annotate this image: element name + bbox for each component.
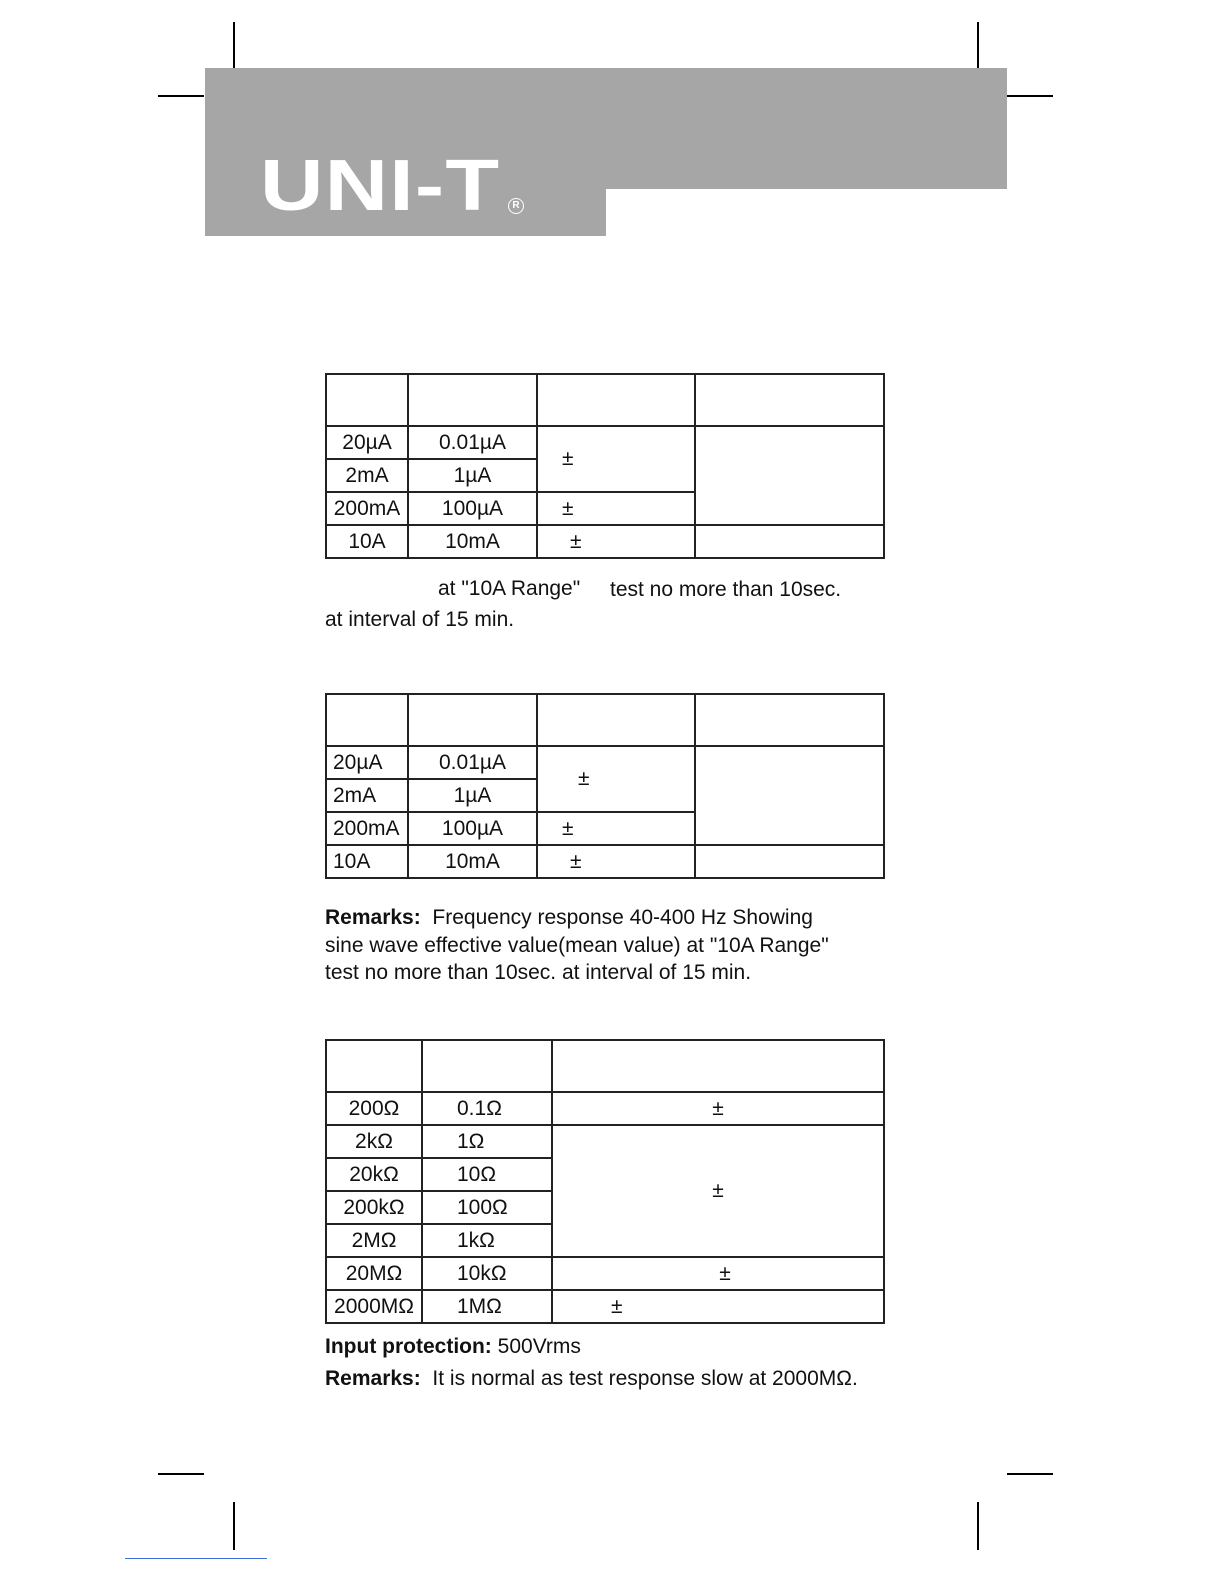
accuracy-cell: ± xyxy=(552,1092,884,1125)
header-cell xyxy=(552,1040,884,1092)
resolution-cell: 1Ω xyxy=(422,1125,552,1158)
accuracy-cell: ± xyxy=(552,1125,884,1257)
ac-current-table xyxy=(325,693,885,879)
crop-mark xyxy=(1007,1473,1053,1475)
range-cell: 2mA xyxy=(326,779,408,812)
ac-remarks-line1 xyxy=(325,904,813,932)
table-row xyxy=(326,426,884,459)
ac-remarks-line2: sine wave effective value(mean value) at "10A Range" xyxy=(325,934,829,957)
resolution-cell: 1kΩ xyxy=(422,1224,552,1257)
dc-note-line2: at interval of 15 min. xyxy=(325,608,515,631)
range-cell: 20µA xyxy=(326,426,408,459)
accuracy-cell: ± xyxy=(537,492,695,525)
header-cell xyxy=(695,694,884,746)
crop-mark xyxy=(233,22,235,70)
accuracy-cell: ± xyxy=(537,746,695,812)
resolution-cell: 1µA xyxy=(408,779,537,812)
resolution-cell: 10mA xyxy=(408,525,537,558)
crop-mark xyxy=(233,1502,235,1550)
accuracy-cell: ± xyxy=(537,812,695,845)
table-row xyxy=(326,525,884,558)
table-header-row xyxy=(326,694,884,746)
header-cell xyxy=(326,374,408,426)
dc-note-line1a: at "10A Range" xyxy=(438,577,581,600)
accuracy-cell: ± xyxy=(552,1257,884,1290)
crop-mark xyxy=(977,1502,979,1550)
resolution-cell: 10kΩ xyxy=(422,1257,552,1290)
range-cell: 10A xyxy=(326,845,408,878)
table-row xyxy=(326,845,884,878)
range-cell: 2kΩ xyxy=(326,1125,422,1158)
crop-mark xyxy=(158,1473,204,1475)
crop-mark xyxy=(977,22,979,70)
input-protection-line xyxy=(325,1333,581,1361)
input-protection-label: Input protection: xyxy=(325,1335,492,1358)
range-cell: 20µA xyxy=(326,746,408,779)
crop-mark xyxy=(158,95,204,97)
range-cell: 2MΩ xyxy=(326,1224,422,1257)
accuracy-cell: ± xyxy=(552,1290,884,1323)
remarks-label: Remarks: xyxy=(325,1367,421,1390)
header-cell xyxy=(326,694,408,746)
header-cell xyxy=(695,374,884,426)
note-cell xyxy=(695,426,884,525)
resolution-cell: 100Ω xyxy=(422,1191,552,1224)
resistance-table xyxy=(325,1039,885,1324)
range-cell: 2mA xyxy=(326,459,408,492)
remarks-text: It is normal as test response slow at 2000MΩ. xyxy=(432,1367,858,1390)
crop-mark xyxy=(1007,95,1053,97)
accuracy-cell: ± xyxy=(537,845,695,878)
header-cell xyxy=(326,1040,422,1092)
note-cell xyxy=(695,746,884,845)
resolution-cell: 100µA xyxy=(408,492,537,525)
table-row xyxy=(326,1125,884,1158)
header-cell xyxy=(422,1040,552,1092)
resolution-cell: 0.1Ω xyxy=(422,1092,552,1125)
resolution-cell: 10Ω xyxy=(422,1158,552,1191)
range-cell: 10A xyxy=(326,525,408,558)
res-remarks-line xyxy=(325,1365,858,1393)
range-cell: 2000MΩ xyxy=(326,1290,422,1323)
header-cell xyxy=(537,694,695,746)
footer-rule xyxy=(125,1558,267,1559)
table-header-row xyxy=(326,1040,884,1092)
range-cell: 20MΩ xyxy=(326,1257,422,1290)
table-header-row xyxy=(326,374,884,426)
table-row xyxy=(326,746,884,779)
table-row xyxy=(326,1290,884,1323)
range-cell: 200Ω xyxy=(326,1092,422,1125)
registered-mark-icon: R xyxy=(508,198,524,214)
range-cell: 200kΩ xyxy=(326,1191,422,1224)
accuracy-cell: ± xyxy=(537,426,695,492)
dc-note-line1b: test no more than 10sec. xyxy=(610,578,842,601)
accuracy-cell: ± xyxy=(537,525,695,558)
input-protection-value: 500Vrms xyxy=(497,1335,581,1358)
resolution-cell: 0.01µA xyxy=(408,746,537,779)
header-cell xyxy=(408,374,537,426)
resolution-cell: 1µA xyxy=(408,459,537,492)
dc-current-table xyxy=(325,373,885,559)
note-cell xyxy=(695,525,884,558)
table-row xyxy=(326,1092,884,1125)
resolution-cell: 1MΩ xyxy=(422,1290,552,1323)
note-cell xyxy=(695,845,884,878)
header-cell xyxy=(537,374,695,426)
range-cell: 20kΩ xyxy=(326,1158,422,1191)
resolution-cell: 10mA xyxy=(408,845,537,878)
range-cell: 200mA xyxy=(326,812,408,845)
resolution-cell: 0.01µA xyxy=(408,426,537,459)
table-row xyxy=(326,1257,884,1290)
header-cell xyxy=(408,694,537,746)
brand-logo: UNI-T xyxy=(260,146,501,226)
ac-remarks-line3: test no more than 10sec. at interval of 15 min. xyxy=(325,961,752,984)
range-cell: 200mA xyxy=(326,492,408,525)
remarks-text: Frequency response 40-400 Hz Showing xyxy=(432,906,813,929)
remarks-label: Remarks: xyxy=(325,906,421,929)
resolution-cell: 100µA xyxy=(408,812,537,845)
